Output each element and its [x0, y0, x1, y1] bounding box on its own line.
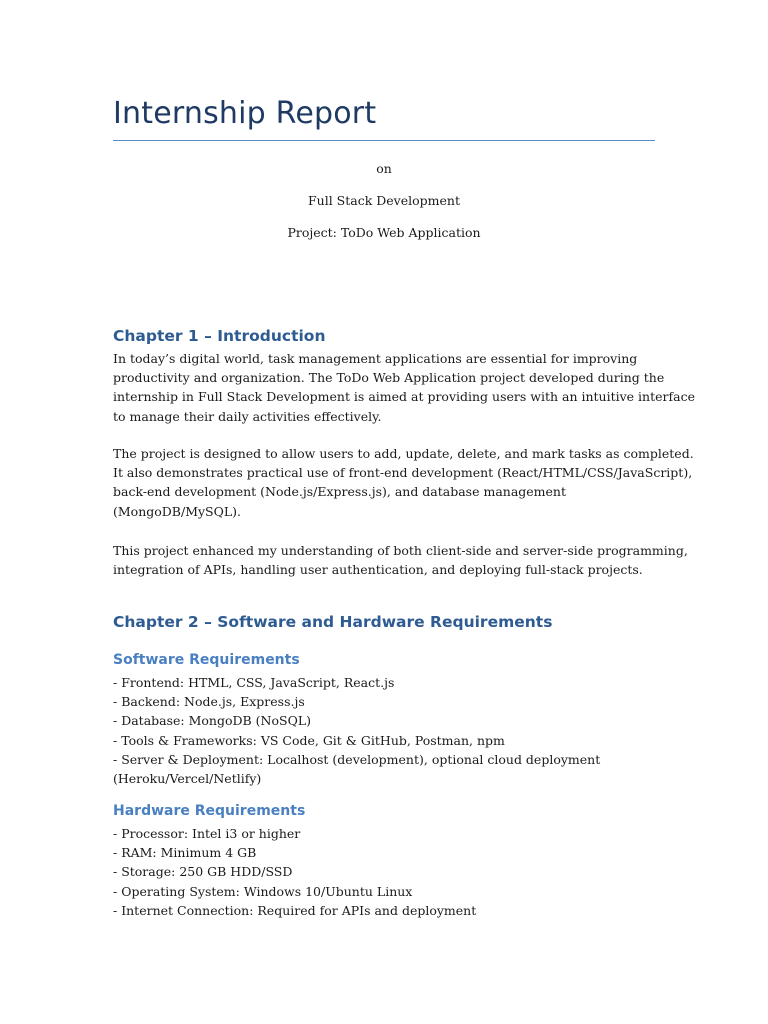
chapter-1-paragraph-3 [113, 541, 688, 579]
paragraph-line: This project enhanced my understanding of both client-side and server-side programming, [113, 543, 688, 558]
cover-project: Project: ToDo Web Application [287, 225, 481, 240]
list-item: - Server & Deployment: Localhost (development), optional cloud deployment [113, 751, 601, 767]
paragraph-line: The project is designed to allow users to add, update, delete, and mark tasks as completed. [113, 446, 694, 461]
paragraph-line: It also demonstrates practical use of front-end development (React/HTML/CSS/JavaScript), [113, 465, 693, 481]
list-item: - Processor: Intel i3 or higher [113, 826, 301, 841]
document-title: Internship Report [113, 96, 377, 131]
paragraph-line: productivity and organization. The ToDo Web Application project developed during the [113, 370, 665, 386]
list-item: - Backend: Node.js, Express.js [113, 694, 305, 710]
list-item: - Internet Connection: Required for APIs and deployment [113, 902, 477, 918]
list-item: - Database: MongoDB (NoSQL) [113, 713, 312, 729]
paragraph-line: internship in Full Stack Development is aimed at providing users with an intuitive interface [113, 389, 695, 405]
hardware-requirements-heading: Hardware Requirements [113, 803, 306, 819]
chapter-1-paragraph-1 [113, 349, 695, 426]
list-item: - Frontend: HTML, CSS, JavaScript, React.js [113, 675, 395, 690]
cover-subject: Full Stack Development [307, 193, 460, 208]
paragraph-line: (MongoDB/MySQL). [113, 503, 242, 519]
software-requirements-list [113, 673, 655, 788]
hardware-requirements-list [113, 824, 655, 920]
paragraph-line: integration of APIs, handling user authentication, and deploying full-stack projects. [113, 562, 643, 578]
list-item: - Tools & Frameworks: VS Code, Git & GitHub, Postman, npm [113, 732, 505, 748]
paragraph-line: In today’s digital world, task management applications are essential for improving [113, 351, 638, 366]
cover-on-text: on [376, 161, 392, 176]
chapter-1-paragraph-2 [113, 444, 694, 521]
list-item: - Storage: 250 GB HDD/SSD [113, 864, 293, 880]
chapter-2-heading: Chapter 2 – Software and Hardware Requirements [113, 613, 553, 631]
title-underline [113, 140, 655, 141]
list-item: - RAM: Minimum 4 GB [113, 845, 257, 861]
paragraph-line: to manage their daily activities effectively. [113, 408, 382, 424]
software-requirements-heading: Software Requirements [113, 652, 300, 668]
list-item: - Operating System: Windows 10/Ubuntu Linux [113, 883, 413, 899]
paragraph-line: back-end development (Node.js/Express.js), and database management [113, 484, 566, 500]
chapter-1-heading: Chapter 1 – Introduction [113, 327, 326, 345]
list-item: (Heroku/Vercel/Netlify) [113, 771, 262, 787]
